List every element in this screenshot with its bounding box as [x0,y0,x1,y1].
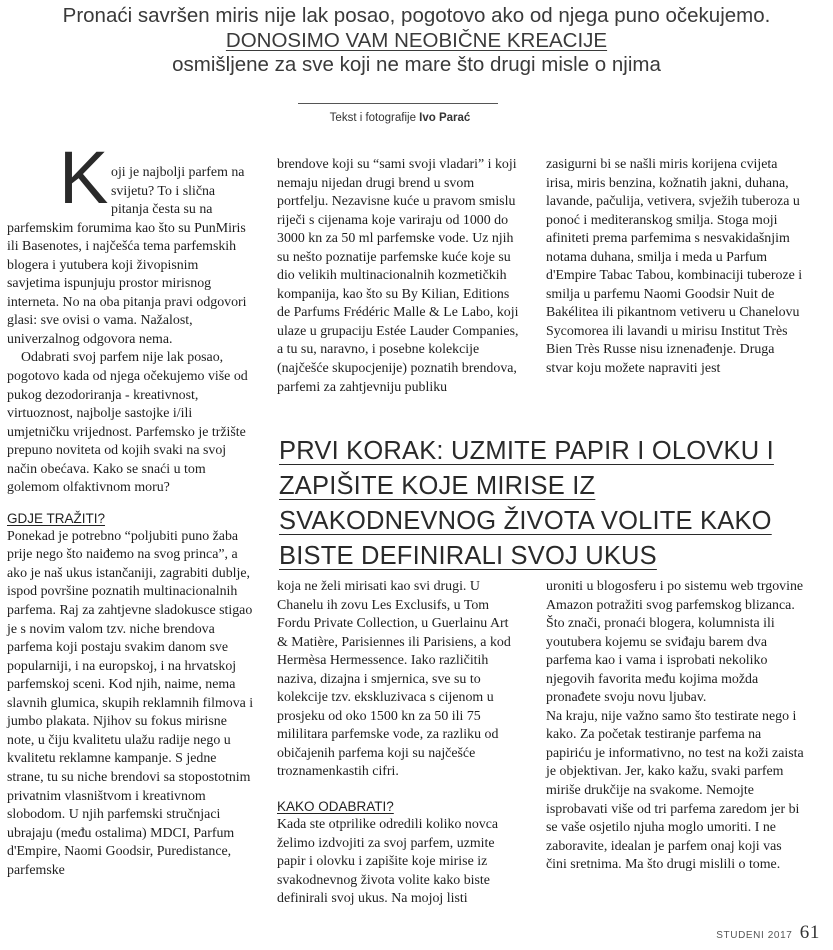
article-column-2 [277,156,522,397]
article-column-3 [546,156,804,379]
paragraph: Odabrati svoj parfem nije lak posao, pogotovo kada od njega očekujemo više od pukog dezodoriranja - kreativnost, virtuoznost, najbolje sastojke i/ili umjetničku vrijednost. Parfemsko je tržište prepuno noviteta od kojih svaki na svoj način obećava. Kako se snaći u tom golemom olfaktivnom moru? [7,350,248,496]
paragraph: brendove koji su “sami svoji vladari” i koji nemaju nijedan drugi brend u svom portfelju. Nezavisne kuće u pravom smislu riječi s cijenama koje variraju od 1000 do 3000 kn za 50 ml parfemske vode. Uz njih su nešto poznatije parfemske kuće koje su dio velikih multinacionalnih kozmetičkih kompanija, kao što su By Kilian, Editions de Parfums Frédéric Malle & Le Labo, koji ulaze u grupaciju Estée Lauder Companies, a tu su, naravno, i posebne kolekcije (najčešće skupocjenije) poznatih brendova, parfemi za zahtjevniju publiku [277,157,519,395]
paragraph: zasigurni bi se našli miris korijena cvijeta irisa, miris benzina, kožnatih jakni, duhana, lavande, pačulija, vetivera, svježih tuberoza u ponoć i mediteranskog smilja. Stoga moji afiniteti prema parfemima s nesvakidašnjim notama duhana, smilja i meda u Parfum d'Empire Tabac Tabou, kombinaciji tuberoze i smilja u parfemu Naomi Goodsir Nuit de Bakélitea ili pikantnom vetiveru u Chanelovu Sycomorea ili lavandi u mirisu Institut Très Bien Très Russe nisu iznenađenje. Druga stvar koju možete napraviti jest [546,157,803,377]
intro-line-1: Pronaći savršen miris nije lak posao, pogotovo ako od njega puno očekujemo. [62,4,771,27]
page-number: 61 [799,922,820,943]
paragraph: Ponekad je potrebno “poljubiti puno žaba prije nego što naiđemo na svog princa”, a ako je naš ukus istančaniji, zagrabiti dublje, ispod površine poznatih multinacionalnih parfema. Raj za zahtjevne sladokusce stigao je s novim valom tzv. niche brendova parfema koji postaju svakim danom sve popularniji, i na europskoj, i na hrvatskoj parfemskoj sceni. Kod njih, naime, nema slavnih glumica, skupih reklamnih filmova i jumbo plakata. Njihov su fokus mirisne note, u čiju kvalitetu ulažu radije nego u kvalitetu reklamne kampanje. S jedne strane, tu su niche brendovi sa stopostotnim privatnim vlasništvom i kreativnom slobodom. U njih parfemski stručnjaci ubrajaju (među ostalima) MDCI, Parfum d'Empire, Naomi Goodsir, Puredistance, parfemske [7,528,254,878]
issue-label: STUDENI 2017 [716,930,793,941]
byline [240,112,560,124]
intro-deck [60,4,773,78]
byline-author: Ivo Parać [419,112,471,124]
paragraph: Kada ste otprilike odredili koliko novca želimo izdvojiti za svoj parfem, uzmite papir i olovku i zapišite koje mirise iz svakodnevnog života volite kako biste definirali svoj ukus. Na mojoj listi [277,817,499,907]
intro-line-3: osmišljene za sve koji ne mare što drugi misle o njima [172,53,661,76]
subheading-kako-odabrati: KAKO ODABRATI? [277,799,394,815]
byline-label: Tekst i fotografije [329,112,416,124]
article-column-5 [546,578,804,875]
drop-cap: K [59,136,109,219]
page-footer [716,922,820,944]
pull-quote-text: PRVI KORAK: UZMITE PAPIR I OLOVKU I ZAPIŠITE KOJE MIRISE IZ SVAKODNEVNOG ŽIVOTA VOLITE KAKO BISTE DEFINIRALI SVOJ UKUS [279,437,774,570]
pull-quote [279,434,799,574]
paragraph: Na kraju, nije važno samo što testirate nego i kako. Za početak testiranje parfema na papiriću je informativno, no test na koži zaista je objektivan. Jer, kako kažu, svaki parfem miriše drukčije na svakome. Nemojte isprobavati više od tri parfema zaredom jer bi se vaše osjetilo njuha moglo umoriti. I ne zaboravite, idealan je parfem onaj koji vas čini sretnima. Ma što drugi mislili o tome. [546,708,804,873]
article-column-4 [277,578,522,909]
byline-divider [298,103,498,104]
paragraph: uroniti u blogosferu i po sistemu web trgovine Amazon potražiti svog parfemskog blizanca. Što znači, pronaći blogera, kolumnista ili youtubera kojemu se sviđaju barem dva parfema kao i vama i isprobati nekoliko njegovih favorita među kojima možda pronađete svoju novu ljubav. [546,579,804,706]
article-column-1 [7,136,255,880]
intro-highlight: DONOSIMO VAM NEOBIČNE KREACIJE [225,28,608,52]
paragraph: koja ne želi mirisati kao svi drugi. U Chanelu ih zovu Les Exclusifs, u Tom Fordu Private Collection, u Guerlainu Art & Matière, Parisiennes ili Parisiens, a kod Hermèsa Hermessence. Iako različitih naziva, dizajna i smjernica, sve su to kolekcije tzv. ekskluzivaca s cijenom u prosjeku od oko 1500 kn za 50 ili 75 mililitara parfemske vode, za razliku od običajenih parfema koji su najčešće troznamenkastih cifri. [277,579,511,780]
paragraph-opening: oji je najbolji parfem na svijetu? To i slična pitanja česta su na parfemskim forumima kao što su PunMiris ili Basenotes, i najčešća tema parfemskih blogera i yutubera koji živopisnim savjetima ispunjuju prostor mirisnog interneta. No na oba pitanja pravi odgovori glasi: sve ovisi o vama. Nažalost, univerzalnog odgovora nema. [7,165,247,347]
subheading-gdje-traziti: GDJE TRAŽITI? [7,510,106,526]
